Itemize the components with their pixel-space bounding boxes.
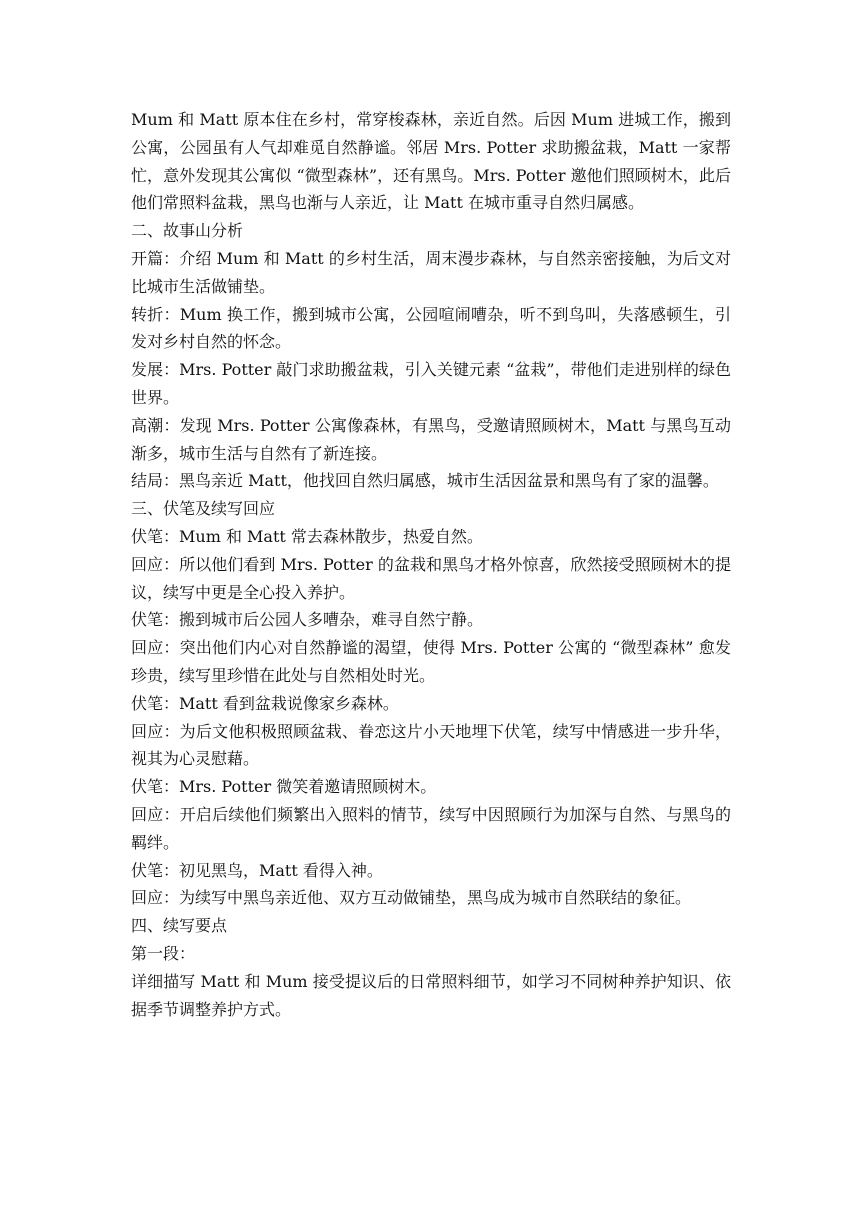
foreshadow-item: 伏笔：Mrs. Potter 微笑着邀请照顾树木。 [131, 777, 437, 797]
section-heading-story-mountain: 二、故事山分析 [131, 221, 244, 241]
response-item: 回应：为续写中黑鸟亲近他、双方互动做铺垫，黑鸟成为城市自然联结的象征。 [131, 888, 692, 908]
response-item: 回应：所以他们看到 Mrs. Potter 的盆栽和黑鸟才格外惊喜，欣然接受照顾树木的提议，续写中更是全心投入养护。 [131, 554, 731, 602]
story-climax: 高潮：发现 Mrs. Potter 公寓像森林，有黑鸟，受邀请照顾树木，Matt 与黑鸟互动渐多，城市生活与自然有了新连接。 [131, 415, 731, 463]
story-turning-point: 转折：Mum 换工作，搬到城市公寓，公园喧闹嘈杂，听不到鸟叫，失落感顿生，引发对乡村自然的怀念。 [131, 304, 731, 352]
foreshadow-item: 伏笔：搬到城市后公园人多嘈杂，难寻自然宁静。 [131, 610, 484, 630]
foreshadow-item: 伏笔：Mum 和 Matt 常去森林散步，热爱自然。 [131, 526, 483, 546]
paragraph-one-label: 第一段： [131, 943, 196, 963]
response-item: 回应：为后文他积极照顾盆栽、眷恋这片小天地埋下伏笔，续写中情感进一步升华，视其为心灵慰藉。 [131, 721, 731, 769]
summary-paragraph: Mum 和 Matt 原本住在乡村，常穿梭森林，亲近自然。后因 Mum 进城工作，搬到公寓，公园虽有人气却难觅自然静谧。邻居 Mrs. Potter 求助搬盆栽，Matt 一家帮忙，意外发现其公寓似 “微型森林”，还有黑鸟。Mrs. Potter 邀他们照顾树木，此后他们常照料盆栽，黑鸟也渐与人亲近，让 Matt 在城市重寻自然归属感。 [131, 110, 731, 213]
foreshadow-item: 伏笔：Matt 看到盆栽说像家乡森林。 [131, 693, 399, 713]
paragraph-one-detail: 详细描写 Matt 和 Mum 接受提议后的日常照料细节，如学习不同树种养护知识、依据季节调整养护方式。 [131, 971, 731, 1019]
document-page [131, 106, 731, 1023]
response-item: 回应：突出他们内心对自然静谧的渴望，使得 Mrs. Potter 公寓的 “微型森林” 愈发珍贵，续写里珍惜在此处与自然相处时光。 [131, 638, 731, 685]
section-heading-foreshadowing: 三、伏笔及续写回应 [131, 499, 276, 519]
response-item: 回应：开启后续他们频繁出入照料的情节，续写中因照顾行为加深与自然、与黑鸟的羁绊。 [131, 804, 731, 852]
story-opening: 开篇：介绍 Mum 和 Matt 的乡村生活，周末漫步森林，与自然亲密接触，为后文对比城市生活做铺垫。 [131, 248, 731, 296]
story-development: 发展：Mrs. Potter 敲门求助搬盆栽，引入关键元素 “盆栽”，带他们走进别样的绿色世界。 [131, 360, 731, 407]
section-heading-continuation: 四、续写要点 [131, 916, 228, 936]
story-ending: 结局：黑鸟亲近 Matt，他找回自然归属感，城市生活因盆景和黑鸟有了家的温馨。 [131, 471, 719, 491]
foreshadow-item: 伏笔：初见黑鸟，Matt 看得入神。 [131, 860, 383, 880]
